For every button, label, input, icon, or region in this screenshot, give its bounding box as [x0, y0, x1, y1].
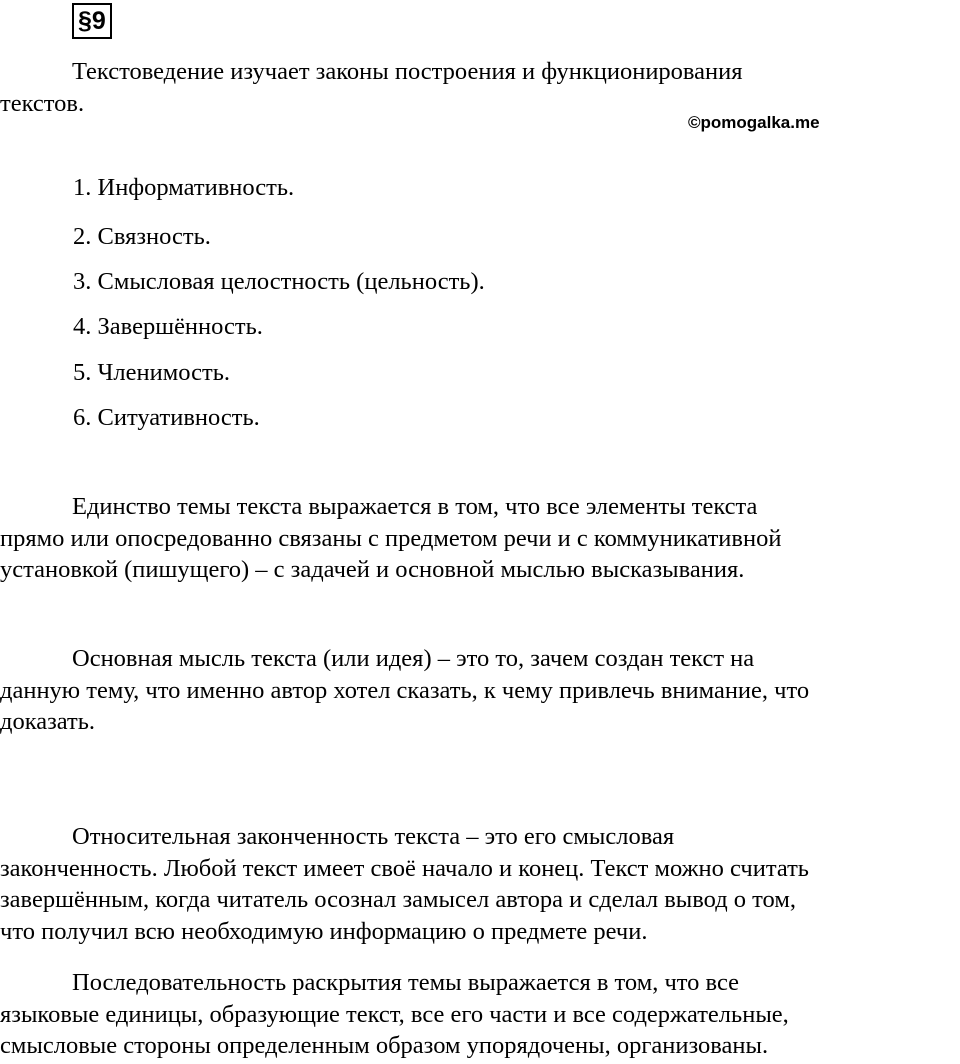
- paragraph-line: языковые единицы, образующие текст, все его части и все содержательные,: [0, 1000, 789, 1028]
- paragraph-sequence: [0, 967, 960, 1062]
- paragraph-line: установкой (пишущего) – с задачей и основной мыслью высказывания.: [0, 556, 745, 583]
- list-item: 1. Информативность.: [73, 174, 295, 201]
- paragraph-line: смысловые стороны определенным образом упорядочены, организованы.: [0, 1032, 769, 1059]
- paragraph-line: что получил всю необходимую информацию о предмете речи.: [0, 917, 648, 945]
- list-item: 3. Смысловая целостность (цельность).: [73, 268, 485, 295]
- paragraph-line: Относительная законченность текста – это его смысловая: [72, 823, 675, 850]
- list-item: 6. Ситуативность.: [73, 404, 260, 431]
- list-item: 4. Завершённость.: [73, 313, 263, 340]
- section-number-label: §9: [78, 7, 106, 35]
- paragraph-line: прямо или опосредованно связаны с предметом речи и с коммуникативной: [0, 524, 782, 552]
- list-item: 2. Связность.: [73, 223, 211, 250]
- paragraph-line: Текстоведение изучает законы построения и функционирования: [72, 58, 743, 85]
- section-number-badge: [72, 3, 112, 39]
- paragraph-line: текстов.: [0, 89, 85, 117]
- paragraph-main-idea: [0, 643, 960, 738]
- list-item: 5. Членимость.: [73, 359, 230, 386]
- paragraph-line: Единство темы текста выражается в том, что все элементы текста: [72, 493, 758, 520]
- paragraph-line: Последовательность раскрытия темы выражается в том, что все: [72, 969, 740, 996]
- paragraph-line: Основная мысль текста (или идея) – это то, зачем создан текст на: [72, 645, 755, 672]
- paragraph-theme-unity: [0, 491, 960, 586]
- paragraph-line: данную тему, что именно автор хотел сказать, к чему привлечь внимание, что: [0, 676, 810, 704]
- paragraph-line: доказать.: [0, 708, 96, 735]
- paragraph-completeness: [0, 821, 960, 947]
- intro-paragraph: [0, 56, 960, 119]
- paragraph-line: законченность. Любой текст имеет своё начало и конец. Текст можно считать: [0, 854, 809, 882]
- paragraph-line: завершённым, когда читатель осознал замысел автора и сделал вывод о том,: [0, 886, 796, 913]
- watermark-text: ©pomogalka.me: [688, 113, 820, 132]
